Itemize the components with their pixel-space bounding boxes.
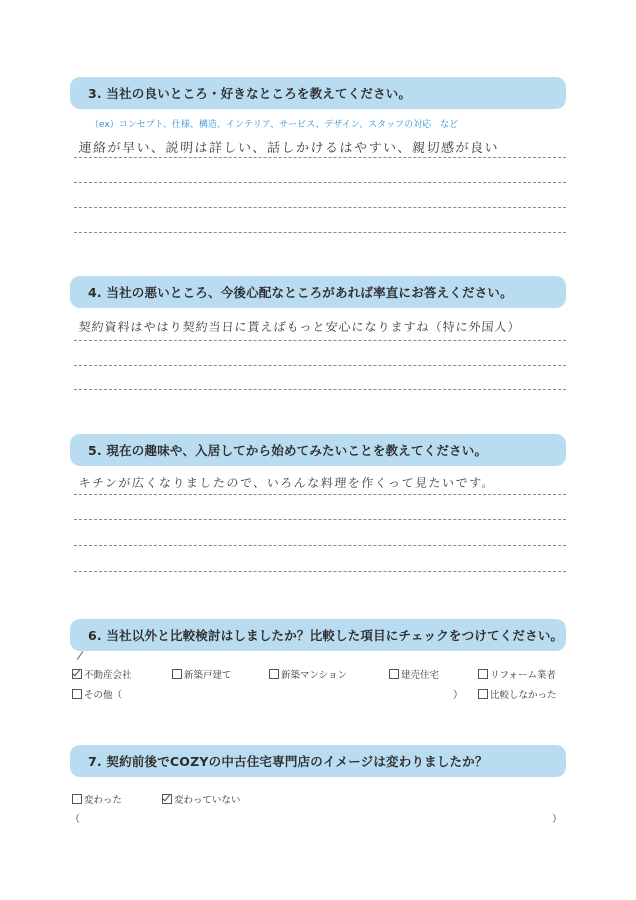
q3-header	[70, 77, 566, 109]
q6-option-reform[interactable]	[478, 667, 556, 681]
q6-option-label: その他（	[84, 690, 123, 701]
q3-title: 3. 当社の良いところ・好きなところを教えてください。	[88, 86, 412, 101]
q3-answer-line-3	[74, 207, 566, 208]
handwritten-check-stroke	[77, 651, 84, 660]
q4-answer-line-2	[74, 365, 566, 366]
q6-option-new-house[interactable]	[172, 667, 232, 681]
q3-answer: 連絡が早い、説明は詳しい、話しかけるはやすい、親切感が良い	[78, 141, 500, 156]
q7-header	[70, 745, 566, 777]
q5-answer: キチンが広くなりましたので、いろんな料理を作くって見たいです。	[78, 476, 496, 490]
q7-option-changed[interactable]	[72, 792, 122, 806]
q6-header	[70, 619, 566, 651]
q6-title: 6. 当社以外と比較検討はしましたか？比較した項目にチェックをつけてください。	[88, 628, 564, 643]
q6-option-label: 不動産会社	[84, 670, 132, 681]
q4-answer: 契約資料はやはり契約当日に貰えばもっと安心になりますね（特に外国人）	[78, 320, 522, 334]
checkbox-icon[interactable]	[72, 794, 82, 804]
q6-option-label: 比較しなかった	[490, 690, 557, 701]
q5-answer-line-4	[74, 571, 566, 572]
q3-answer-line-2	[74, 182, 566, 183]
checkbox-icon[interactable]	[478, 669, 488, 679]
checkbox-icon[interactable]	[478, 689, 488, 699]
checkbox-icon[interactable]	[389, 669, 399, 679]
q5-title: 5. 現在の趣味や、入居してから始めてみたいことを教えてください。	[88, 443, 488, 458]
q7-option-unchanged[interactable]	[162, 792, 240, 806]
q5-answer-line-1	[74, 494, 566, 495]
q4-answer-line-3	[74, 389, 566, 390]
checkbox-icon[interactable]	[72, 689, 82, 699]
q7-option-label: 変わった	[84, 795, 122, 806]
q6-option-label: 新築マンション	[281, 670, 348, 681]
q6-option-built-for-sale[interactable]	[389, 667, 439, 681]
q4-answer-line-1	[74, 340, 566, 341]
q3-answer-line-1	[74, 157, 566, 158]
q5-answer-line-3	[74, 545, 566, 546]
q6-option-label: 建売住宅	[401, 670, 440, 681]
q7-title: 7. 契約前後でCOZYの中古住宅専門店のイメージは変わりましたか？	[88, 754, 488, 769]
q7-paren-close: ）	[552, 814, 562, 825]
checkbox-icon[interactable]	[172, 669, 182, 679]
q4-header	[70, 276, 566, 308]
q4-title: 4. 当社の悪いところ、今後心配なところがあれば率直にお答えください。	[88, 285, 513, 300]
q6-option-other[interactable]	[72, 687, 122, 701]
q7-option-label: 変わっていない	[174, 795, 241, 806]
q6-option-label: 新築戸建て	[184, 670, 232, 681]
q5-answer-line-2	[74, 519, 566, 520]
checkbox-icon[interactable]	[269, 669, 279, 679]
q6-option-real-estate[interactable]	[72, 667, 132, 681]
q6-option-no-comparison[interactable]	[478, 687, 557, 701]
q3-answer-line-4	[74, 232, 566, 233]
q6-option-label: リフォーム業者	[490, 670, 557, 681]
q7-paren-open: （	[70, 814, 80, 825]
q6-other-close-paren: ）	[453, 690, 463, 701]
q5-header	[70, 434, 566, 466]
checkbox-checked-icon[interactable]	[72, 669, 82, 679]
q6-option-new-mansion[interactable]	[269, 667, 347, 681]
q3-example: （ex）コンセプト、仕様、構造、インテリア、サービス、デザイン、スタッフの対応 など	[90, 120, 459, 130]
checkbox-checked-icon[interactable]	[162, 794, 172, 804]
